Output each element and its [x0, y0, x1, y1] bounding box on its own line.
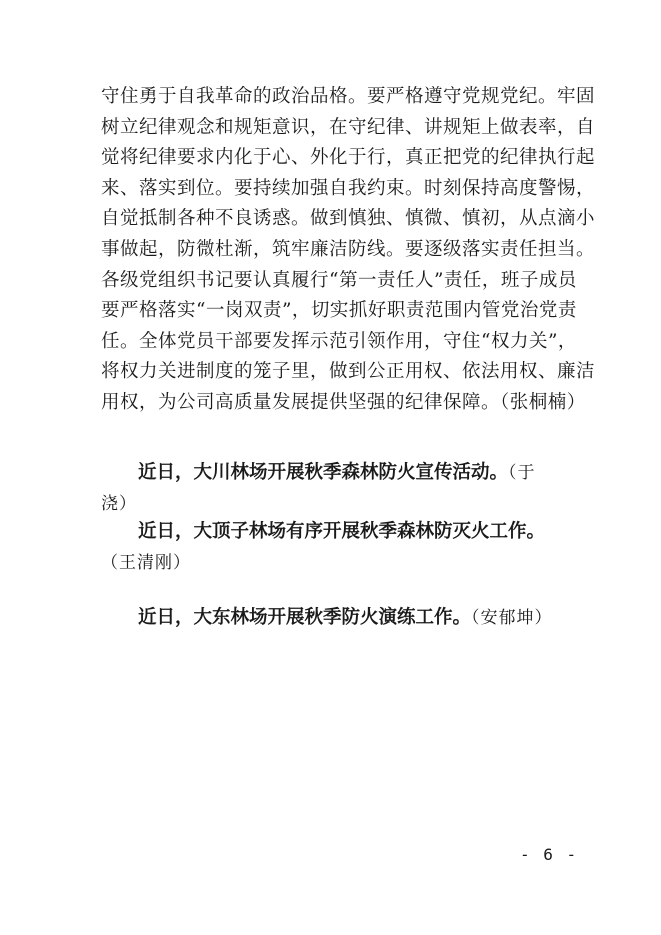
- body-line: 要严格落实“一岗双责”，切实抓好职责范围内管党治党责: [101, 300, 577, 322]
- body-line: 各级党组织书记要认真履行“第一责任人”责任，班子成员: [101, 269, 577, 291]
- news-author: （于浇）: [101, 463, 536, 514]
- page-number: - 6 -: [520, 845, 579, 864]
- news-item: [101, 517, 561, 578]
- body-line: 任。全体党员干部要发挥示范引领作用，守住“权力关”，: [101, 330, 577, 352]
- news-item: [101, 603, 561, 634]
- news-headline: 近日，大顶子林场有序开展秋季森林防灭火工作。: [138, 521, 546, 542]
- body-line: 用权，为公司高质量发展提供坚强的纪律保障。（张桐楠）: [101, 391, 586, 413]
- news-headline: 近日，大川林场开展秋季森林防火宣传活动。: [138, 462, 509, 483]
- body-line: 事做起，防微杜渐，筑牢廉洁防线。要逐级落实责任担当。: [101, 238, 596, 260]
- body-line: 将权力关进制度的笼子里，做到公正用权、依法用权、廉洁: [101, 361, 596, 383]
- news-headline: 近日，大东林场开展秋季防火演练工作。: [138, 607, 472, 628]
- news-author: （安郁坤）: [471, 608, 553, 628]
- news-author: （王清刚）: [101, 552, 191, 573]
- body-line: 自觉抵制各种不良诱惑。做到慎独、慎微、慎初，从点滴小: [101, 208, 596, 230]
- body-line: 来、落实到位。要持续加强自我约束。时刻保持高度警惕，: [101, 177, 596, 199]
- body-line: 守住勇于自我革命的政治品格。要严格遵守党规党纪。牢固: [101, 86, 596, 107]
- body-line: 觉将纪律要求内化于心、外化于行，真正把党的纪律执行起: [101, 147, 596, 169]
- news-item: [101, 458, 561, 519]
- body-line: 树立纪律观念和规矩意识，在守纪律、讲规矩上做表率，自: [101, 116, 596, 138]
- body-paragraph: [101, 82, 596, 419]
